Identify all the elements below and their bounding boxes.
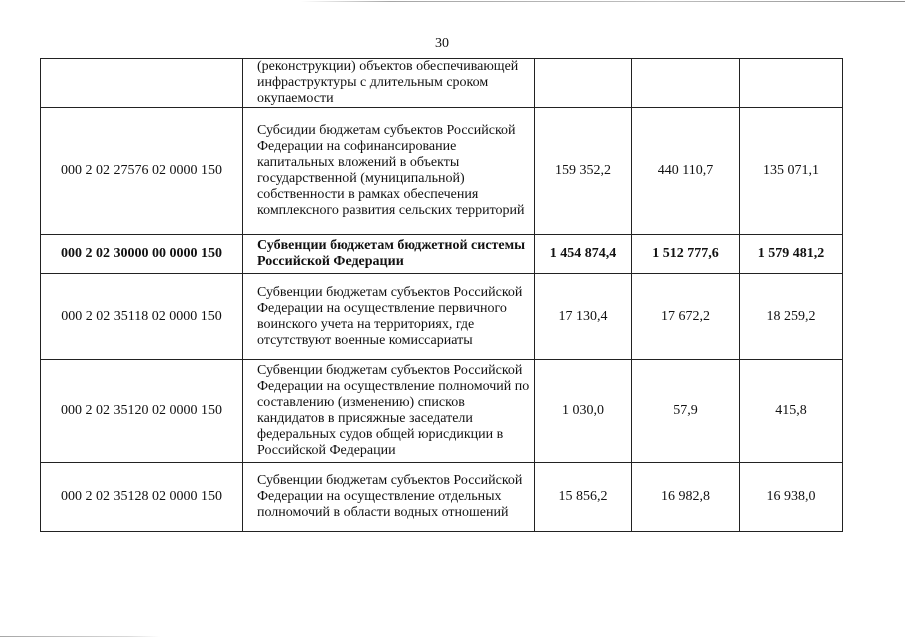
- table-row: [41, 360, 843, 463]
- row-name: Субвенции бюджетам субъектов Российской Федерации на осуществление полномочий по составлению (изменению) списков кандидатов в присяжные заседатели федеральных судов общей юрисдикции в Российской Федерации: [243, 360, 535, 463]
- row-value-2: 57,9: [632, 360, 740, 463]
- row-name: Субсидии бюджетам субъектов Российской Федерации на софинансирование капитальных вложений в объекты государственной (муниципальной) собственности в рамках обеспечения комплексного развития сельских территорий: [243, 108, 535, 235]
- row-value-2: 16 982,8: [632, 463, 740, 532]
- row-code: 000 2 02 27576 02 0000 150: [41, 108, 243, 235]
- scan-edge-top: [300, 1, 905, 2]
- row-value-1: 17 130,4: [535, 274, 632, 360]
- budget-table: [40, 58, 843, 532]
- row-value-1: 159 352,2: [535, 108, 632, 235]
- row-value-1: 15 856,2: [535, 463, 632, 532]
- row-value-3: 415,8: [740, 360, 843, 463]
- row-value-1: 1 454 874,4: [535, 235, 632, 274]
- row-value-1: 1 030,0: [535, 360, 632, 463]
- table-row: [41, 59, 843, 108]
- row-code: 000 2 02 30000 00 0000 150: [41, 235, 243, 274]
- table-row: [41, 463, 843, 532]
- row-code: 000 2 02 35120 02 0000 150: [41, 360, 243, 463]
- row-value-1: [535, 59, 632, 108]
- row-name: Субвенции бюджетам субъектов Российской Федерации на осуществление первичного воинского учета на территориях, где отсутствуют военные комиссариаты: [243, 274, 535, 360]
- row-name: Субвенции бюджетам бюджетной системы Российской Федерации: [243, 235, 535, 274]
- row-value-2: 440 110,7: [632, 108, 740, 235]
- row-code: [41, 59, 243, 108]
- table-row-total: [41, 235, 843, 274]
- row-value-2: 17 672,2: [632, 274, 740, 360]
- row-value-3: [740, 59, 843, 108]
- row-name: (реконструкции) объектов обеспечивающей инфраструктуры с длительным сроком окупаемости: [243, 59, 535, 108]
- row-name: Субвенции бюджетам субъектов Российской Федерации на осуществление отдельных полномочий в области водных отношений: [243, 463, 535, 532]
- row-code: 000 2 02 35128 02 0000 150: [41, 463, 243, 532]
- table-row: [41, 274, 843, 360]
- row-code: 000 2 02 35118 02 0000 150: [41, 274, 243, 360]
- scan-edge-bottom: [0, 636, 160, 637]
- page-number: 30: [435, 36, 449, 51]
- row-value-3: 18 259,2: [740, 274, 843, 360]
- row-value-3: 16 938,0: [740, 463, 843, 532]
- row-value-2: 1 512 777,6: [632, 235, 740, 274]
- row-value-3: 1 579 481,2: [740, 235, 843, 274]
- row-value-3: 135 071,1: [740, 108, 843, 235]
- table-row: [41, 108, 843, 235]
- row-value-2: [632, 59, 740, 108]
